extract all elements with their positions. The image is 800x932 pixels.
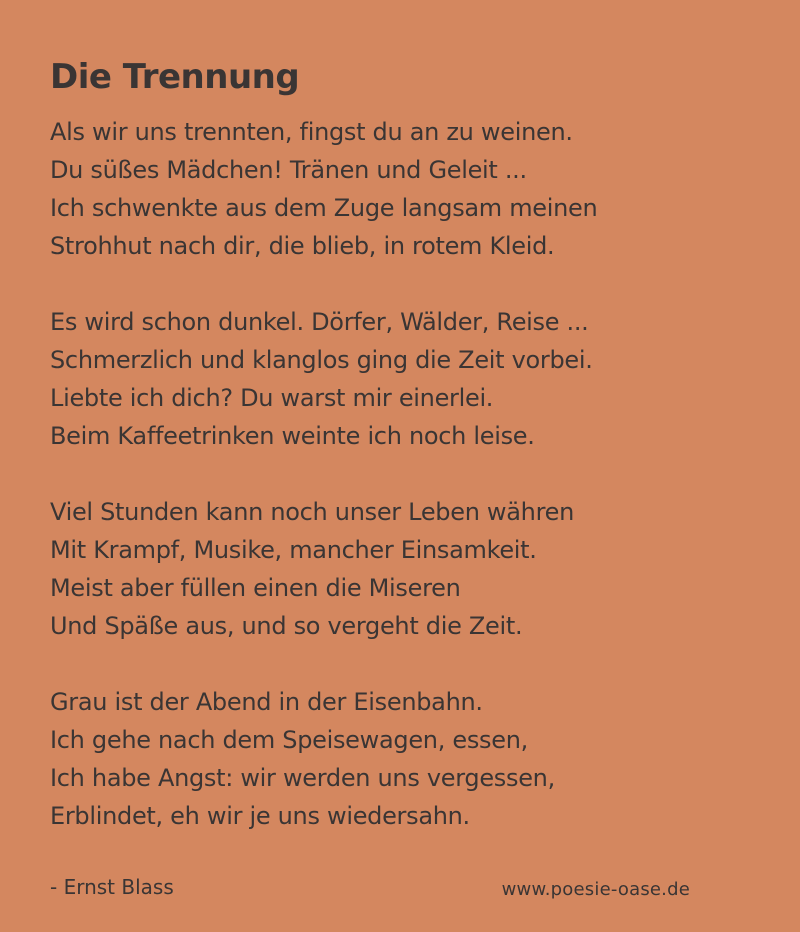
- poem-line: Schmerzlich und klanglos ging die Zeit vorbei.: [50, 346, 593, 374]
- poem-line: Mit Krampf, Musike, mancher Einsamkeit.: [50, 536, 537, 564]
- poem-line: Erblindet, eh wir je uns wiedersahn.: [50, 802, 470, 830]
- poem-title: Die Trennung: [50, 57, 300, 97]
- poem-line: Ich gehe nach dem Speisewagen, essen,: [50, 726, 528, 754]
- poem-line: Es wird schon dunkel. Dörfer, Wälder, Reise ...: [50, 308, 589, 336]
- poem-line: Und Späße aus, und so vergeht die Zeit.: [50, 612, 523, 640]
- poem-line: Ich schwenkte aus dem Zuge langsam meinen: [50, 194, 598, 222]
- poem-author: - Ernst Blass: [50, 875, 174, 899]
- poem-line: Als wir uns trennten, fingst du an zu weinen.: [50, 118, 573, 146]
- poem-line: Ich habe Angst: wir werden uns vergessen,: [50, 764, 555, 792]
- poem-line: Du süßes Mädchen! Tränen und Geleit ...: [50, 156, 527, 184]
- stanza-2: [50, 303, 760, 455]
- poem-line: Grau ist der Abend in der Eisenbahn.: [50, 688, 483, 716]
- stanza-4: [50, 683, 760, 835]
- poem-line: Strohhut nach dir, die blieb, in rotem Kleid.: [50, 232, 555, 260]
- stanza-1: [50, 113, 760, 265]
- poem-line: Viel Stunden kann noch unser Leben währen: [50, 498, 574, 526]
- stanza-3: [50, 493, 760, 645]
- poem-line: Meist aber füllen einen die Miseren: [50, 574, 461, 602]
- website-link[interactable]: www.poesie-oase.de: [501, 879, 690, 900]
- poem-line: Liebte ich dich? Du warst mir einerlei.: [50, 384, 494, 412]
- poem-line: Beim Kaffeetrinken weinte ich noch leise.: [50, 422, 535, 450]
